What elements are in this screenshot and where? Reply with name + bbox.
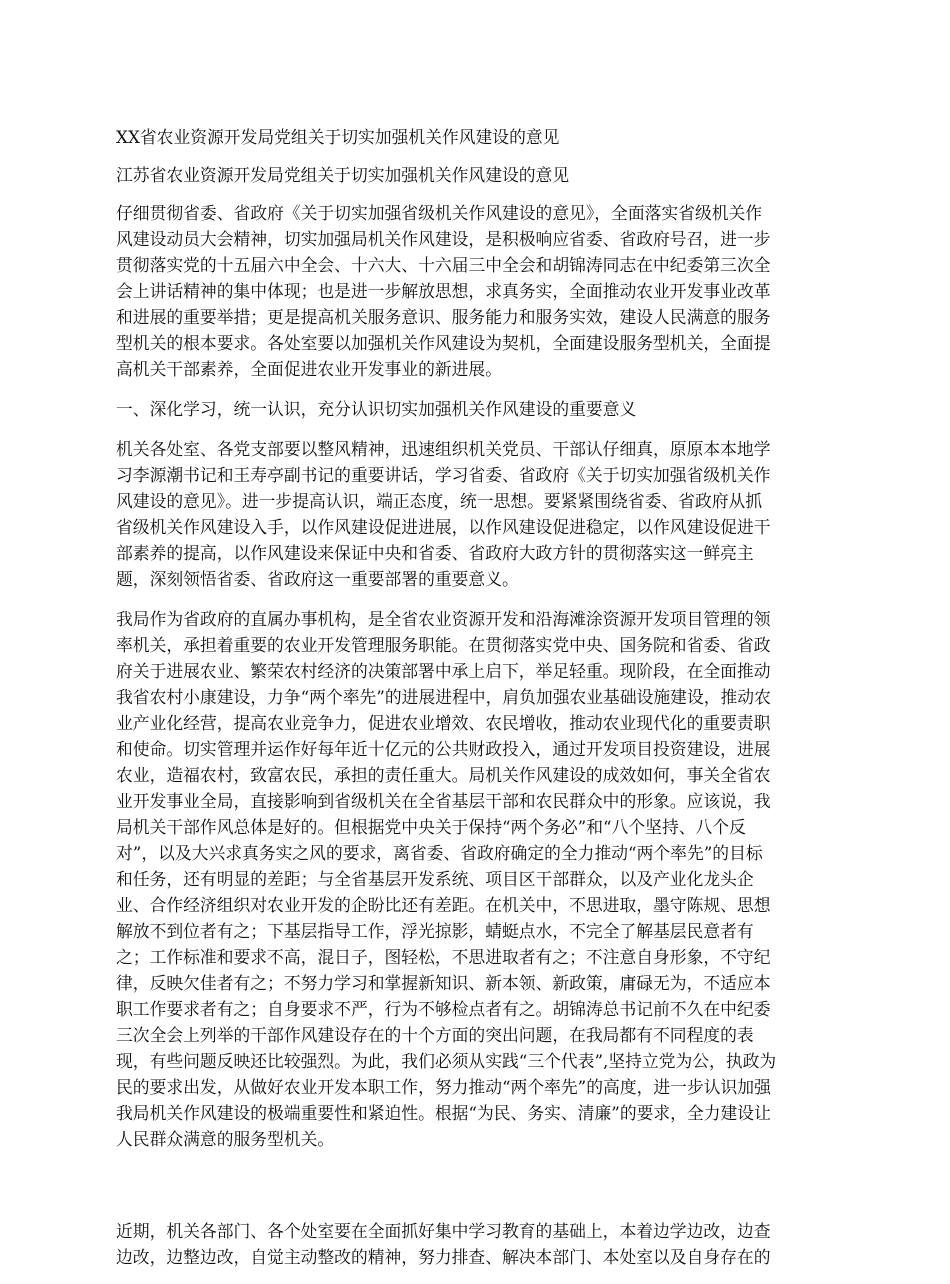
intro-paragraph [116,200,841,382]
text-line: 贯彻落实党的十五届六中全会、十六大、十六届三中全会和胡锦涛同志在中纪委第三次全 [116,255,771,275]
text-line: 率机关，承担着重要的农业开发管理服务职能。在贯彻落实党中央、国务院和省委、省政 [116,635,771,655]
text-line: 题，深刻领悟省委、省政府这一重要部署的重要意义。 [116,569,519,589]
text-line: 型机关的根本要求。各处室要以加强机关作风建设为契机，全面建设服务型机关，全面提 [116,333,771,353]
text-line: 三次全会上列举的干部作风建设存在的十个方面的突出问题，在我局都有不同程度的表 [116,1025,754,1045]
text-line: 省级机关作风建设入手，以作风建设促进进展，以作风建设促进稳定，以作风建设促进干 [116,517,771,537]
text-line: 解放不到位者有之；下基层指导工作，浮光掠影，蜻蜓点水，不完全了解基层民意者有 [116,921,754,941]
text-line: 职工作要求者有之；自身要求不严，行为不够检点者有之。胡锦涛总书记前不久在中纪委 [116,999,771,1019]
body-paragraph-1 [116,436,841,592]
text-line: 和使命。切实管理并运作好每年近十亿元的公共财政投入，通过开发项目投资建设，进展 [116,739,771,759]
paragraph-gap [116,1166,841,1218]
document-page [116,124,841,1284]
text-line: 和任务，还有明显的差距；与全省基层开发系统、项目区干部群众，以及产业化龙头企 [116,869,754,889]
text-line: 府关于进展农业、繁荣农村经济的决策部署中承上启下，举足轻重。现阶段，在全面推动 [116,661,771,681]
text-line: 风建设的意见》。进一步提高认识，端正态度，统一思想。要紧紧围绕省委、省政府从抓 [116,491,763,511]
text-line: 机关各处室、各党支部要以整风精神，迅速组织机关党员、干部认仔细真，原原本本地学 [116,439,771,459]
text-line: 我局作为省政府的直属办事机构，是全省农业资源开发和沿海滩涂资源开发项目管理的领 [116,609,771,629]
document-subtitle: 江苏省农业资源开发局党组关于切实加强机关作风建设的意见 [116,165,570,185]
text-line: 习李源潮书记和王寿亭副书记的重要讲话，学习省委、省政府《关于切实加强省级机关作 [116,465,771,485]
text-line: 农业，造福农村，致富农民，承担的责任重大。局机关作风建设的成效如何，事关全省农 [116,765,771,785]
text-line: 部素养的提高，以作风建设来保证中央和省委、省政府大政方针的贯彻落实这一鲜亮主 [116,543,754,563]
section-heading-1: 一、深化学习，统一认识，充分认识切实加强机关作风建设的重要意义 [116,399,637,419]
text-line: 风建设动员大会精神，切实加强局机关作风建设，是积极响应省委、省政府号召，进一步 [116,229,771,249]
body-paragraph-3 [116,1218,841,1270]
body-paragraph-2 [116,606,841,1152]
text-line: 之；工作标准和要求不高，混日子，图轻松，不思进取者有之；不注意自身形象，不守纪 [116,947,771,967]
document-title: XX省农业资源开发局党组关于切实加强机关作风建设的意见 [116,127,560,147]
text-line: 律，反映欠佳者有之；不努力学习和掌握新知识、新本领、新政策，庸碌无为，不适应本 [116,973,771,993]
text-line: 业产业化经营，提高农业竞争力，促进农业增效、农民增收，推动农业现代化的重要责职 [116,713,771,733]
text-line: 局机关干部作风总体是好的。但根据党中央关于保持“两个务必”和“八个坚持、八个反 [116,817,746,837]
text-line: 业、合作经济组织对农业开发的企盼比还有差距。在机关中，不思进取，墨守陈规、思想 [116,895,771,915]
text-line: 我局机关作风建设的极端重要性和紧迫性。根据“为民、务实、清廉”的要求，全力建设让 [116,1103,771,1123]
text-line: 我省农村小康建设，力争“两个率先”的进展进程中，肩负加强农业基础设施建设，推动农 [116,687,771,707]
text-line: 和进展的重要举措；更是提高机关服务意识、服务能力和服务实效，建设人民满意的服务 [116,307,771,327]
text-line: 民的要求出发，从做好农业开发本职工作，努力推动“两个率先”的高度，进一步认识加强 [116,1077,771,1097]
text-line: 边改，边整边改，自觉主动整改的精神，努力排查、解决本部门、本处室以及自身存在的 [116,1247,771,1267]
text-line: 会上讲话精神的集中体现；也是进一步解放思想，求真务实，全面推动农业开发事业改革 [116,281,771,301]
text-line: 业开发事业全局，直接影响到省级机关在全省基层干部和农民群众中的形象。应该说，我 [116,791,771,811]
text-line: 仔细贯彻省委、省政府《关于切实加强省级机关作风建设的意见》，全面落实省级机关作 [116,203,763,223]
text-line: 对”，以及大兴求真务实之风的要求，离省委、省政府确定的全力推动“两个率先”的目标 [116,843,763,863]
text-line: 现，有些问题反映还比较强烈。为此，我们必须从实践“三个代表”,坚持立党为公，执政为 [116,1051,777,1071]
text-line: 近期，机关各部门、各个处室要在全面抓好集中学习教育的基础上，本着边学边改，边查 [116,1221,771,1241]
text-line: 人民群众满意的服务型机关。 [116,1129,335,1149]
text-line: 高机关干部素养，全面促进农业开发事业的新进展。 [116,359,502,379]
